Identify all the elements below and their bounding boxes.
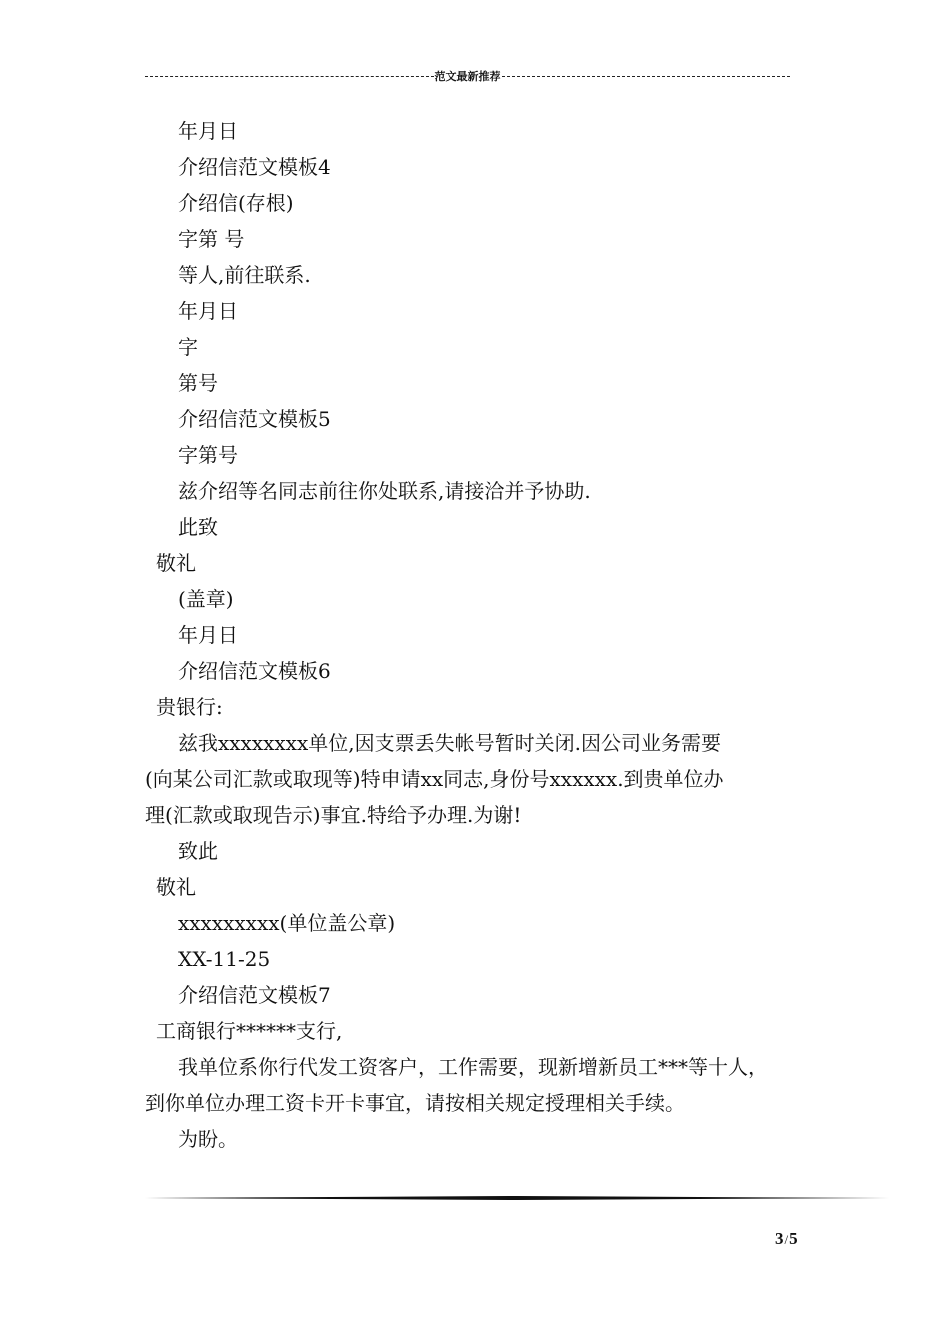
- footer-rule: [145, 1196, 889, 1200]
- text-line: 敬礼: [156, 875, 196, 899]
- text-line: 我单位系你行代发工资客户，工作需要，现新增新员工***等十人，: [178, 1055, 768, 1079]
- text-line: 贵银行:: [156, 695, 223, 719]
- text-line: 介绍信范文模板7: [178, 983, 331, 1007]
- header-dash-left: [145, 76, 434, 77]
- text-line: 字第号: [178, 443, 238, 467]
- text-line: 介绍信范文模板6: [178, 659, 331, 683]
- text-line: xxxxxxxxx(单位盖公章): [178, 911, 396, 935]
- text-line: 介绍信范文模板4: [178, 155, 331, 179]
- text-line: 致此: [178, 839, 218, 863]
- text-line: 此致: [178, 515, 218, 539]
- text-line: 字第 号: [178, 227, 245, 251]
- page-current: 3: [775, 1229, 784, 1248]
- text-line: 介绍信(存根): [178, 191, 294, 215]
- text-line: 年月日: [178, 623, 238, 647]
- text-line: 为盼。: [178, 1127, 238, 1151]
- page-number: [775, 1229, 798, 1249]
- text-line: (向某公司汇款或取现等)特申请xx同志,身份号xxxxxx.到贵单位办: [145, 767, 724, 791]
- text-line: 兹我xxxxxxxx单位,因支票丢失帐号暂时关闭.因公司业务需要: [178, 731, 721, 755]
- text-line: 敬礼: [156, 551, 196, 575]
- text-line: 字: [178, 335, 198, 359]
- header-dash-right: [502, 76, 791, 77]
- text-line: 年月日: [178, 299, 238, 323]
- text-line: 理(汇款或取现告示)事宜.特给予办理.为谢!: [145, 803, 522, 827]
- text-line: 兹介绍等名同志前往你处联系,请接洽并予协助.: [178, 479, 591, 503]
- text-line: 等人,前往联系.: [178, 263, 311, 287]
- page-separator: /: [784, 1232, 789, 1247]
- text-line: (盖章): [178, 587, 234, 611]
- text-line: 工商银行******支行,: [156, 1019, 343, 1043]
- text-line: 到你单位办理工资卡开卡事宜，请按相关规定授理相关手续。: [145, 1091, 685, 1115]
- text-line: XX-11-25: [178, 947, 271, 971]
- text-line: 介绍信范文模板5: [178, 407, 331, 431]
- header-title: 范文最新推荐: [434, 70, 501, 83]
- text-line: 年月日: [178, 119, 238, 143]
- text-line: 第号: [178, 371, 218, 395]
- page-total: 5: [789, 1229, 798, 1248]
- page-header: [145, 66, 790, 86]
- document-body: [145, 113, 825, 1157]
